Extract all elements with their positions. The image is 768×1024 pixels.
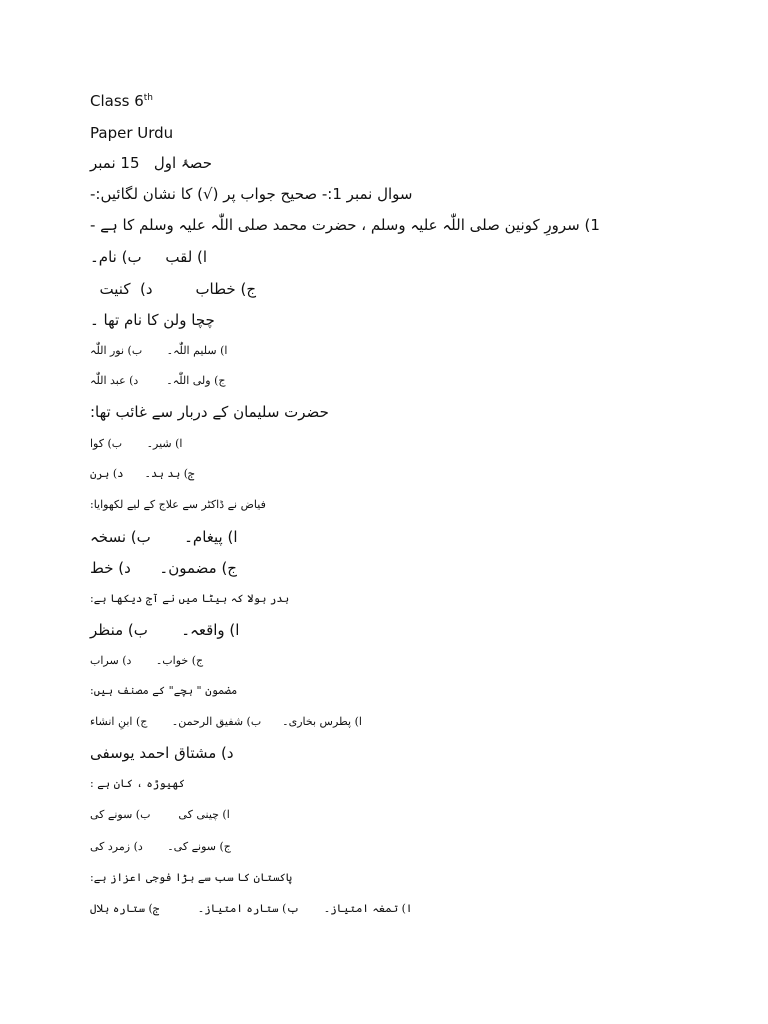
question-6-options-a: ا) پطرس بخاری۔ ب) شفیق الرحمن۔ ج) ابنِ انشاء — [90, 715, 362, 728]
question-4-options-b: ج) مضمون۔ د) خط — [90, 559, 237, 577]
question-5-options-a: ا) واقعہ۔ ب) منظر — [90, 621, 240, 639]
class-label: Class 6 — [90, 92, 144, 110]
question-5-options-b: ج) خواب۔ د) سراب — [90, 654, 204, 667]
paper-heading: Paper Urdu — [90, 124, 174, 142]
question-6-options-b: د) مشتاق احمد یوسفی — [90, 744, 234, 762]
question-2-options-b: ج) ولی اللّٰہ۔ د) عبد اللّٰہ — [90, 374, 226, 387]
question-7-text: کھیوڑہ ، کان ہے : — [90, 777, 186, 790]
question-1-options-b: ج) خطاب د) کنیت — [90, 280, 257, 298]
question-2-text: چچا ولن کا نام تھا ۔ — [90, 311, 215, 329]
question-4-options-a: ا) پیغام۔ ب) نسخہ — [90, 528, 238, 546]
question-8-text: پاکستان کا سب سے بڑا فوجی اعزاز ہے: — [90, 871, 293, 884]
question-1-options-a: ا) لقب ب) نام۔ — [90, 248, 208, 266]
question-2-options-a: ا) سلیم اللّٰہ۔ ب) نور اللّٰہ — [90, 344, 228, 357]
class-superscript: th — [143, 93, 154, 103]
class-heading — [90, 94, 153, 109]
question-6-text: مضمون " بچے" کے مصنف ہیں: — [90, 684, 238, 697]
question-1-text: 1) سرورِ کونین صلی اللّٰہ علیہ وسلم ، حضرت محمد صلی اللّٰہ علیہ وسلم کا ہے - — [90, 216, 600, 234]
question-3-text: حضرت سلیمان کے دربار سے غائب تھا: — [90, 403, 329, 421]
question-8-options: ا) تمغہ امتیاز۔ ب) ستارہ امتیاز۔ ج) ستارہ ہلال — [90, 902, 413, 915]
question-3-options-a: ا) شیر۔ ب) کوا — [90, 437, 183, 450]
question-7-options-a: ا) چینی کی ب) سونے کی — [90, 808, 230, 821]
question-5-text: بدر بولا کہ بیٹا میں نے آج دیکھا ہے: — [90, 592, 290, 605]
question-7-options-b: ج) سونے کی۔ د) زمرد کی — [90, 840, 231, 853]
question-3-options-b: ج) ہد ہد۔ د) ہرن — [90, 467, 195, 480]
section-heading: حصۂ اول 15 نمبر — [90, 154, 212, 172]
question-heading: سوال نمبر 1:- صحیح جواب پر (√) کا نشان لگائیں:- — [90, 185, 413, 203]
question-4-text: فیاض نے ڈاکٹر سے علاج کے لیے لکھوایا: — [90, 498, 266, 511]
